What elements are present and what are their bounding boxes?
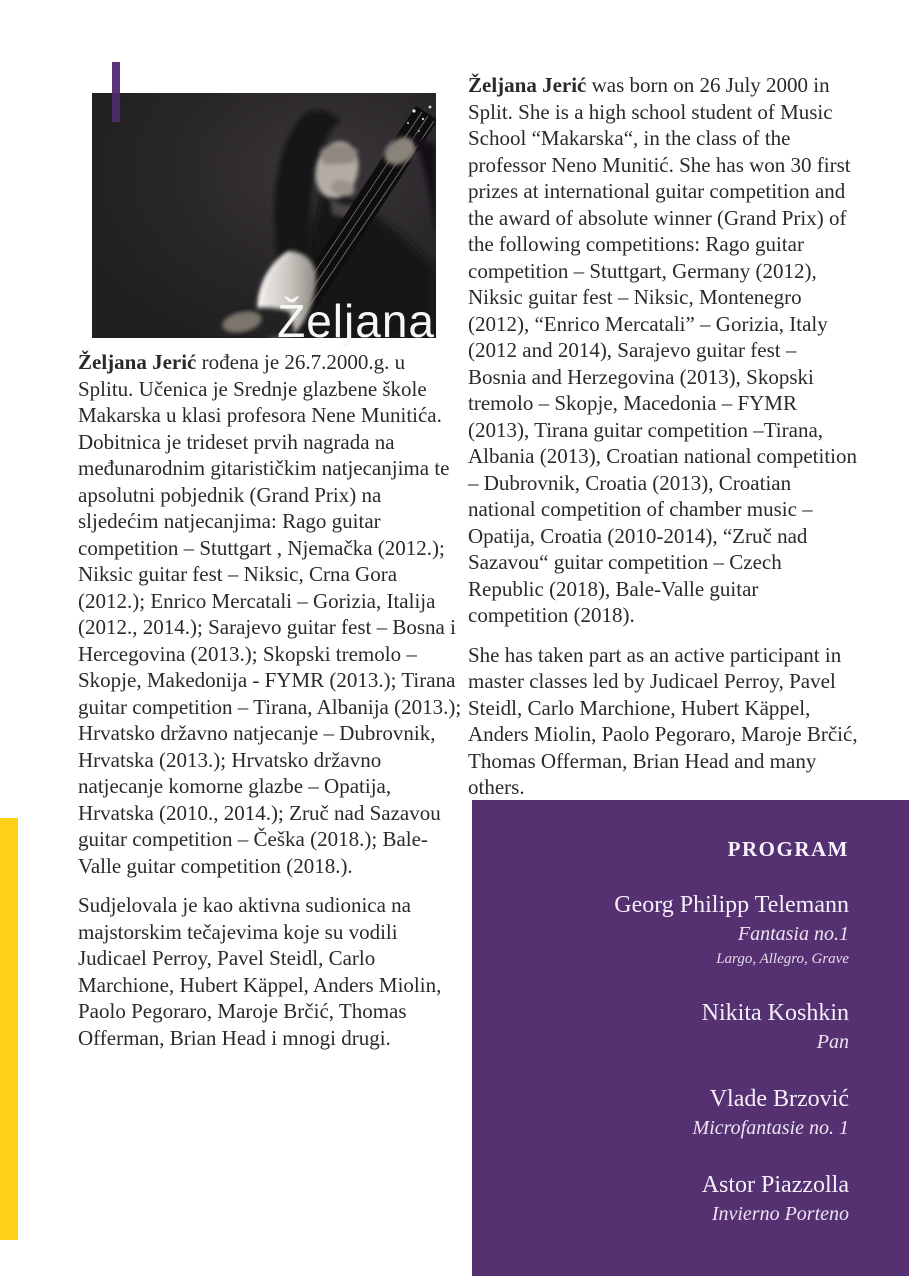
program-item	[502, 890, 849, 970]
piece-title: Microfantasie no. 1	[692, 1117, 849, 1139]
program-item	[502, 1084, 849, 1142]
bio-croatian-column	[78, 349, 464, 1064]
piece-movements: Largo, Allegro, Grave	[716, 951, 849, 967]
artist-name-en: Željana Jerić	[468, 73, 587, 97]
composer-name: Vlade Brzović	[709, 1086, 849, 1112]
program-item	[502, 998, 849, 1056]
program-item	[502, 1170, 849, 1228]
program-title: PROGRAM	[727, 837, 849, 861]
bio-en-paragraph-2: She has taken part as an active participant in master classes led by Judicael Perroy, Pavel Steidl, Carlo Marchione, Hubert Käppel, Anders Miolin, Paolo Pegoraro, Maroje Brčić, Thomas Offerman, Brian Head and many others.	[468, 642, 858, 799]
composer-name: Georg Philipp Telemann	[614, 892, 849, 918]
artist-photo	[92, 93, 436, 347]
piece-title: Invierno Porteno	[711, 1203, 849, 1225]
bio-hr-paragraph-1	[78, 349, 464, 879]
artist-name-hr: Željana Jerić	[78, 350, 197, 374]
piece-title: Pan	[816, 1031, 849, 1053]
bio-english-column	[468, 72, 858, 814]
bio-en-text-1: was born on 26 July 2000 in Split. She is a high school student of Music School “Makarska“, in the class of the professor Neno Munitić. She has won 30 first prizes at international guitar competition and the award of absolute winner (Grand Prix) of the following competitions: Rago guitar competition – Stuttgart, Germany (2012), Niksic guitar fest – Niksic, Montenegro (2012), “Enrico Mercatali” – Gorizia, Italy (2012 and 2014), Sarajevo guitar fest – Bosnia and Herzegovina (2013), Skopski tremolo – Skopje, Macedonia – FYMR (2013), Tirana guitar competition –Tirana, Albania (2013), Croatian national competition – Dubrovnik, Croatia (2013), Croatian national competition of chamber music – Opatija, Croatia (2010-2014), “Zruč nad Sazavou“ guitar competition – Czech Republic (2018), Bale-Valle guitar competition (2018).	[468, 73, 857, 627]
composer-name: Astor Piazzolla	[701, 1172, 849, 1198]
piece-title: Fantasia no.1	[737, 923, 849, 945]
bio-hr-paragraph-2: Sudjelovala je kao aktivna sudionica na majstorskim tečajevima koje su vodili Judicael Perroy, Pavel Steidl, Carlo Marchione, Hubert Käppel, Anders Miolin, Paolo Pegoraro, Maroje Brčić, Thomas Offerman, Brian Head i mnogi drugi.	[78, 893, 442, 1050]
yellow-accent-bar	[0, 818, 18, 1240]
bio-hr-text-1: rođena je 26.7.2000.g. u Splitu. Učenica je Srednje glazbene škole Makarska u klasi profesora Nene Munitića. Dobitnica je trideset prvih nagrada na međunarodnim gitarističkim natjecanjima te apsolutni pobjednik (Grand Prix) na sljedećim natjecanjima: Rago guitar competition – Stuttgart , Njemačka (2012.); Niksic guitar fest – Niksic, Crna Gora (2012.); Enrico Mercatali – Gorizia, Italija (2012., 2014.); Sarajevo guitar fest – Bosna i Hercegovina (2013.); Skopski tremolo – Skopje, Makedonija - FYMR (2013.); Tirana guitar competition – Tirana, Albanija (2013.); Hrvatsko državno natjecanje – Dubrovnik, Hrvatska (2013.); Hrvatsko državno natjecanje komorne glazbe – Opatija, Hrvatska (2010., 2014.); Zruč nad Sazavou guitar competition – Češka (2018.); Bale-Valle guitar competition (2018.).	[78, 350, 462, 878]
photo-overlay-name: Željana	[277, 295, 435, 347]
composer-name: Nikita Koshkin	[701, 1000, 849, 1026]
purple-accent-bar	[112, 62, 120, 122]
program-box	[472, 800, 909, 1276]
bio-en-paragraph-1	[468, 72, 858, 629]
